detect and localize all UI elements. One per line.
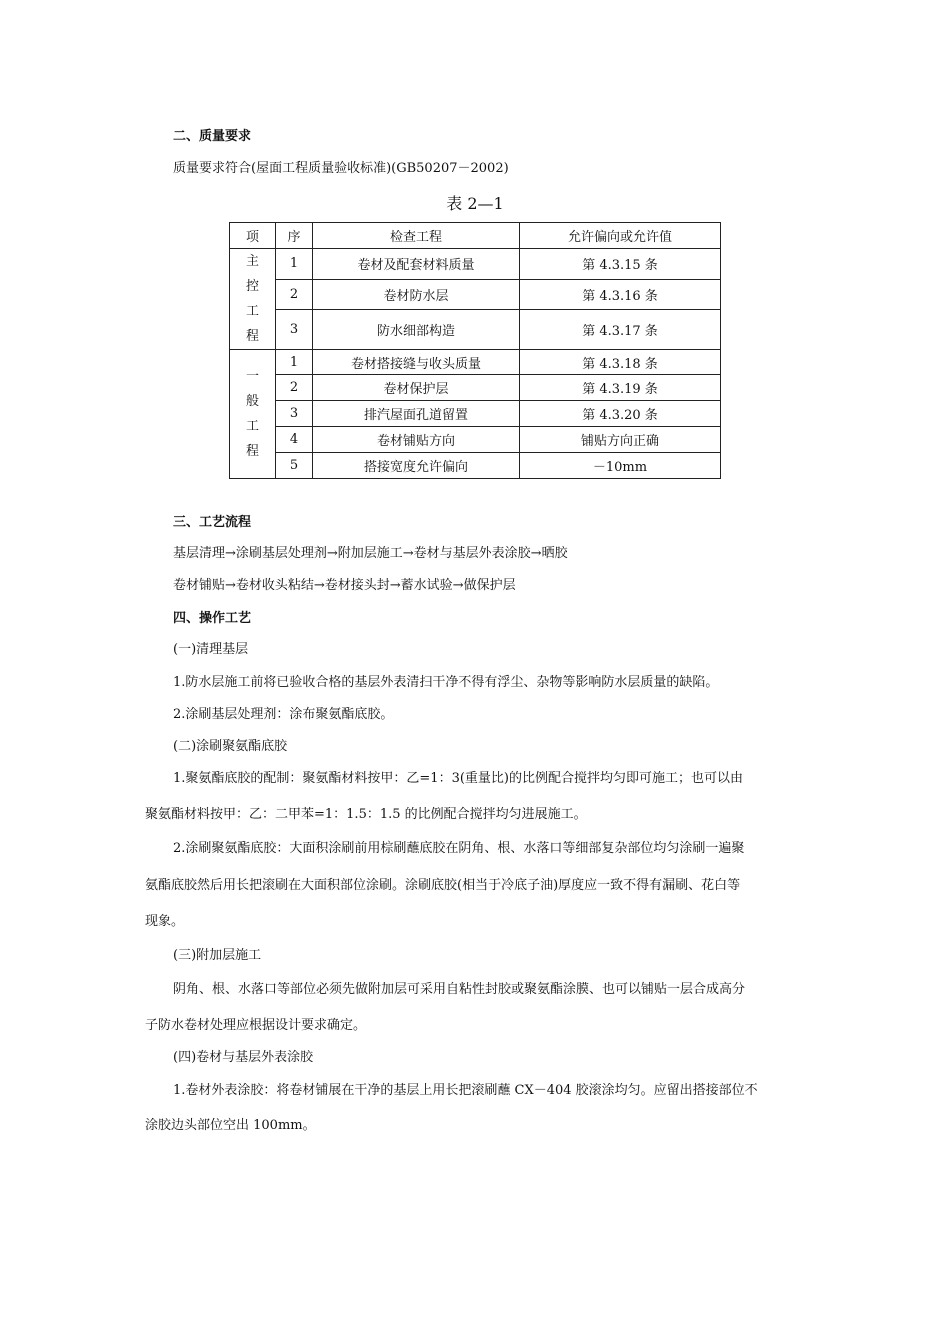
row-no: 2 (276, 279, 313, 309)
subsection-1-para-2: 2.涂刷基层处理剂：涂布聚氨酯底胶。 (173, 707, 394, 722)
row-no: 2 (276, 375, 313, 401)
header-seq: 序 (276, 223, 313, 249)
table-row (230, 279, 721, 309)
process-line-2: 卷材铺贴→卷材收头粘结→卷材接头封→蓄水试验→做保护层 (173, 578, 516, 593)
row-value: 第 4.3.17 条 (520, 309, 721, 349)
table-row (230, 427, 721, 453)
row-value: 第 4.3.15 条 (520, 249, 721, 280)
process-line-1: 基层清理→涂刷基层处理剂→附加层施工→卷材与基层外表涂胶→晒胶 (173, 546, 568, 561)
row-value: －10mm (520, 453, 721, 479)
subsection-2-para-1-line-2: 聚氨酯材料按甲：乙：二甲苯=1：1.5：1.5 的比例配合搅拌均匀进展施工。 (145, 807, 587, 822)
subsection-4-para-line-2: 涂胶边头部位空出 100mm。 (145, 1118, 316, 1133)
section-2-intro: 质量要求符合(屋面工程质量验收标准)(GB50207－2002) (173, 161, 509, 176)
row-value: 铺贴方向正确 (520, 427, 721, 453)
header-item: 检查工程 (313, 223, 520, 249)
header-category: 项 (230, 223, 276, 249)
row-item: 搭接宽度允许偏向 (313, 453, 520, 479)
section-3-heading: 三、工艺流程 (173, 515, 252, 530)
row-no: 3 (276, 401, 313, 427)
subsection-2-para-2-line-3: 现象。 (145, 914, 185, 929)
table-row (230, 350, 721, 375)
row-no: 3 (276, 309, 313, 349)
header-allowance: 允许偏向或允许值 (520, 223, 721, 249)
group-main-control: 主 控 工 程 (230, 249, 276, 350)
row-item: 卷材防水层 (313, 279, 520, 309)
row-item: 排汽屋面孔道留置 (313, 401, 520, 427)
row-item: 卷材及配套材料质量 (313, 249, 520, 280)
subsection-1-title: (一)清理基层 (173, 642, 249, 657)
row-value: 第 4.3.16 条 (520, 279, 721, 309)
section-2-heading: 二、质量要求 (173, 129, 252, 144)
subsection-2-para-2-line-2: 氨酯底胶然后用长把滚刷在大面积部位涂刷。涂刷底胶(相当于冷底子油)厚度应一致不得有漏刷、花白等 (145, 878, 741, 893)
table-row (230, 309, 721, 349)
row-no: 1 (276, 350, 313, 375)
row-no: 5 (276, 453, 313, 479)
table-caption: 表 2—1 (446, 194, 504, 213)
subsection-3-para-line-2: 子防水卷材处理应根据设计要求确定。 (145, 1018, 367, 1033)
subsection-4-para-line-1: 1.卷材外表涂胶：将卷材铺展在干净的基层上用长把滚刷蘸 CX－404 胶滚涂均匀。应留出搭接部位不 (173, 1083, 758, 1098)
subsection-4-title: (四)卷材与基层外表涂胶 (173, 1050, 314, 1065)
table-row (230, 401, 721, 427)
row-item: 卷材保护层 (313, 375, 520, 401)
subsection-2-para-2-line-1: 2.涂刷聚氨酯底胶：大面积涂刷前用棕刷蘸底胶在阴角、根、水落口等细部复杂部位均匀涂刷一遍聚 (173, 841, 745, 856)
row-item: 卷材铺贴方向 (313, 427, 520, 453)
table-row (230, 249, 721, 280)
row-no: 1 (276, 249, 313, 280)
subsection-2-title: (二)涂刷聚氨酯底胶 (173, 739, 288, 754)
row-item: 卷材搭接缝与收头质量 (313, 350, 520, 375)
subsection-3-para-line-1: 阴角、根、水落口等部位必须先做附加层可采用自粘性封胶或聚氨酯涂膜、也可以铺贴一层合成高分 (173, 982, 746, 997)
row-no: 4 (276, 427, 313, 453)
row-value: 第 4.3.20 条 (520, 401, 721, 427)
subsection-3-title: (三)附加层施工 (173, 948, 262, 963)
subsection-1-para-1: 1.防水层施工前将已验收合格的基层外表清扫干净不得有浮尘、杂物等影响防水层质量的缺陷。 (173, 675, 719, 690)
row-item: 防水细部构造 (313, 309, 520, 349)
table-row (230, 453, 721, 479)
section-4-heading: 四、操作工艺 (173, 611, 252, 626)
row-value: 第 4.3.19 条 (520, 375, 721, 401)
group-general: 一 般 工 程 (230, 350, 276, 479)
table-header-row (230, 223, 721, 249)
quality-table (229, 222, 721, 479)
row-value: 第 4.3.18 条 (520, 350, 721, 375)
table-row (230, 375, 721, 401)
subsection-2-para-1-line-1: 1.聚氨酯底胶的配制：聚氨酯材料按甲：乙=1：3(重量比)的比例配合搅拌均匀即可施工；也可以由 (173, 771, 743, 786)
